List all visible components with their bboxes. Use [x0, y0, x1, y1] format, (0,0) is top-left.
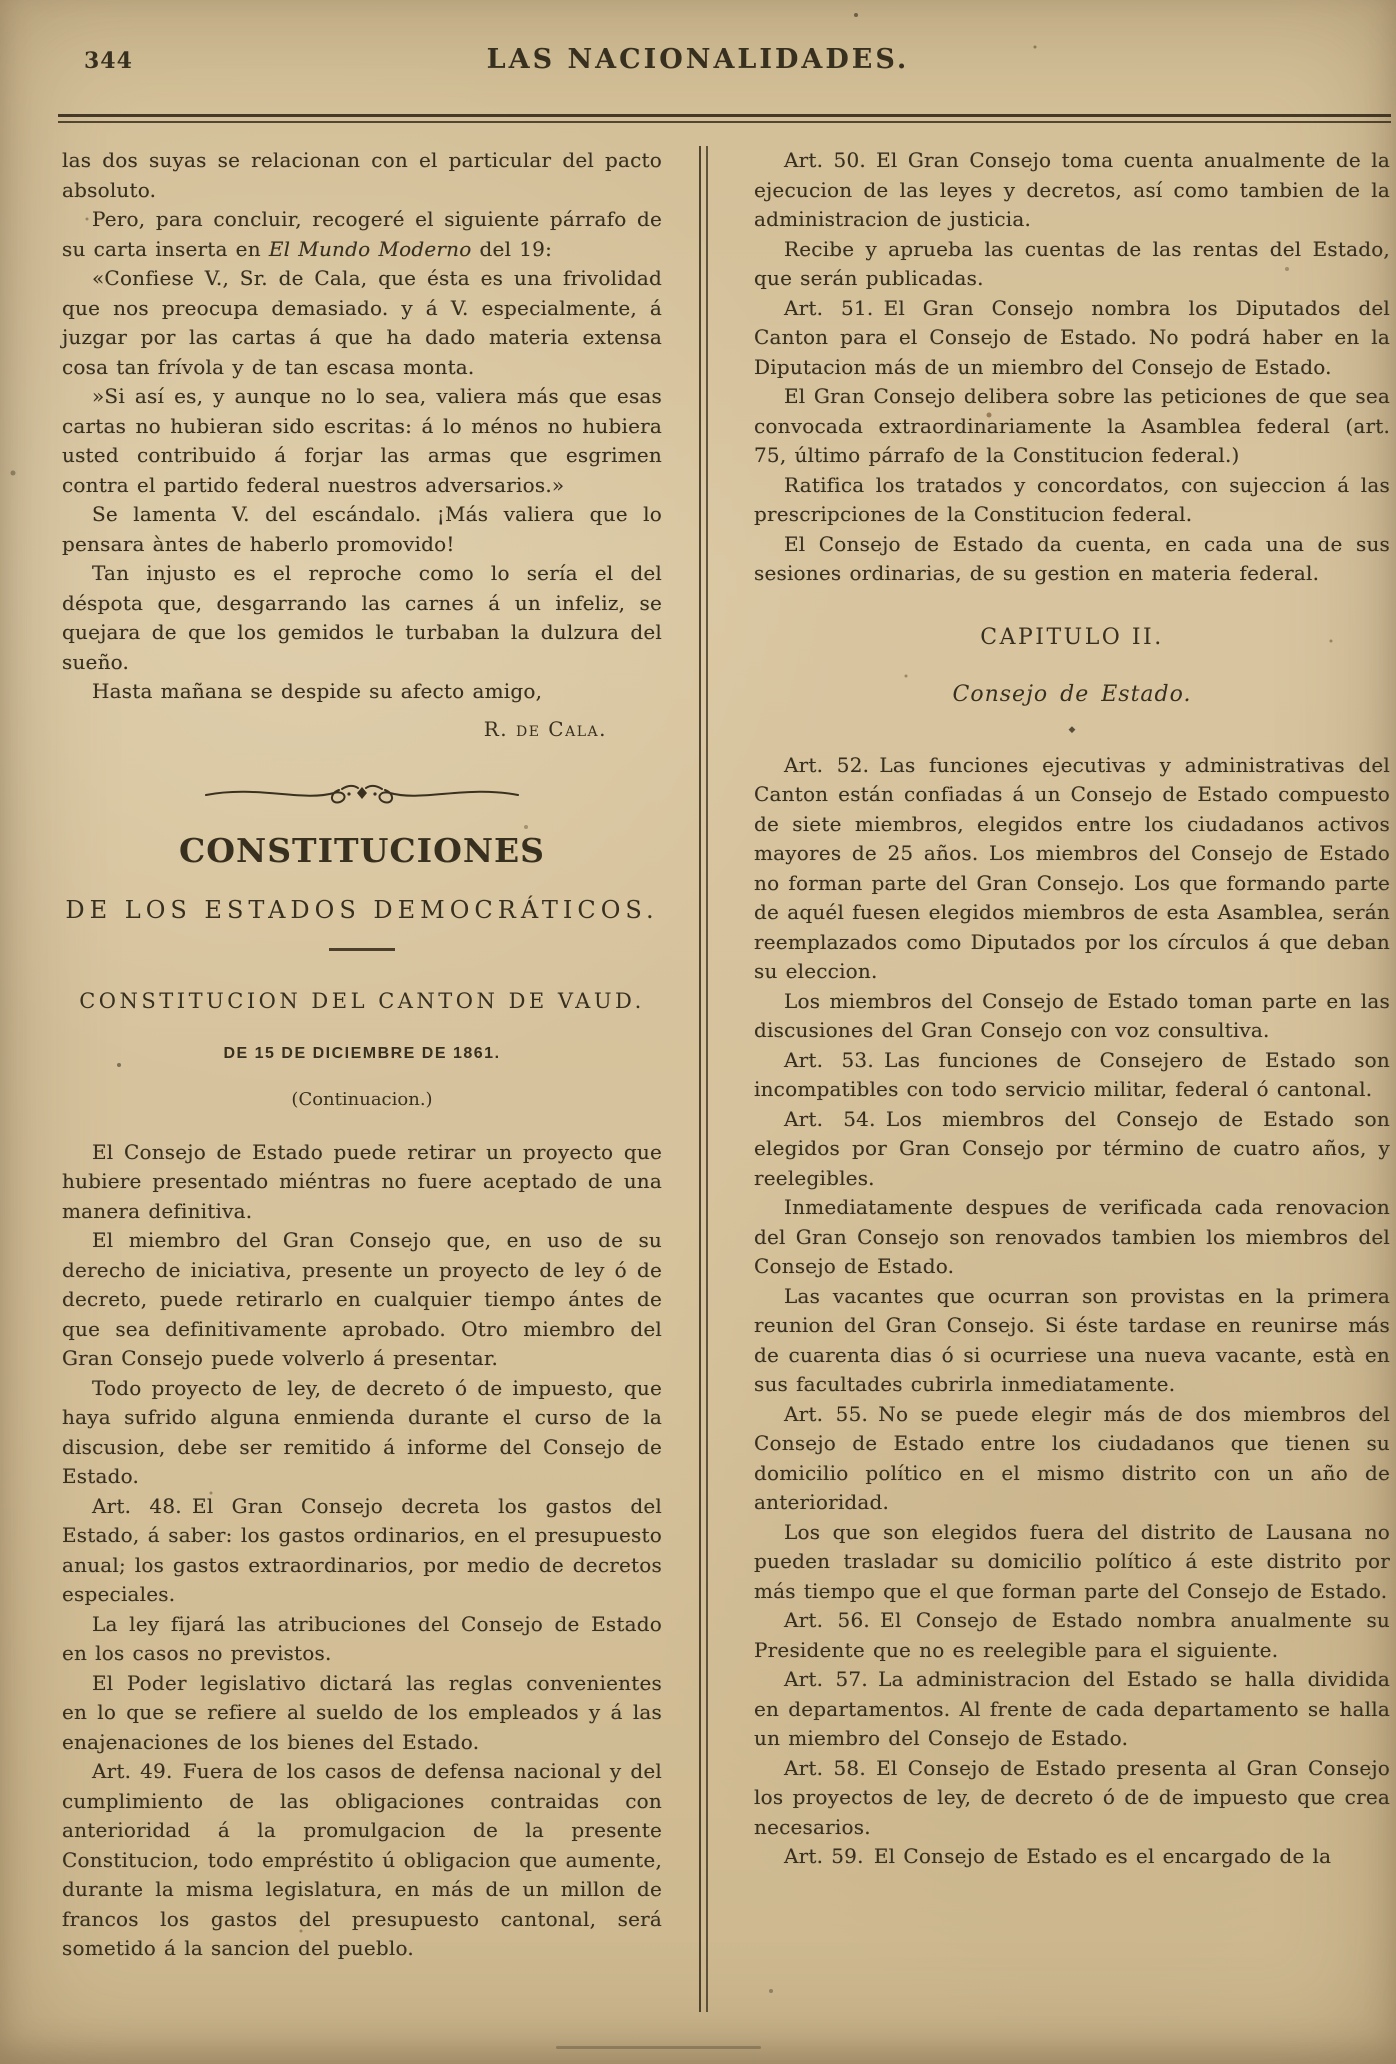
paragraph: Art. 56. El Consejo de Estado nombra anualmente su Presidente que no es reelegible para el siguiente.	[754, 1608, 1390, 1662]
paragraph: Art. 57. La administracion del Estado se halla dividida en departamentos. Al frente de cada departamento se halla un miembro del Consejo de Estado.	[754, 1667, 1390, 1750]
paragraph: Art. 55. No se puede elegir más de dos miembros del Consejo de Estado entre los ciudadanos que tienen su domicilio político en el mismo distrito con un año de anterioridad.	[754, 1401, 1390, 1514]
paragraph: Art. 48. El Gran Consejo decreta los gastos del Estado, á saber: los gastos ordinarios, en el presupuesto anual; los gastos extraordinarios, por medio de decretos especiales.	[62, 1493, 662, 1606]
paragraph: Tan injusto es el reproche como lo sería el del déspota que, desgarrando las carnes á un infeliz, se quejara de que los gemidos le turbaban la dulzura del sueño.	[62, 561, 662, 674]
paragraph: Los que son elegidos fuera del distrito de Lausana no pueden trasladar su domicilio político á este distrito por más tiempo que el que forman parte del Consejo de Estado.	[754, 1519, 1390, 1603]
paragraph: las dos suyas se relacionan con el particular del pacto absoluto.	[62, 148, 662, 202]
paragraph: El miembro del Gran Consejo que, en uso de su derecho de iniciativa, presente un proyecto de ley ó de decreto, puede retirarlo en cualquier tiempo ántes de que sea definitivamente aprobado. Otro miembro del Gran Consejo puede volverlo á presentar.	[62, 1228, 662, 1370]
bottom-edge-mark	[556, 2046, 761, 2049]
paragraph: Ratifica los tratados y concordatos, con sujeccion á las prescripciones de la Constitucion federal.	[754, 472, 1390, 526]
paragraph: Art. 58. El Consejo de Estado presenta al Gran Consejo los proyectos de ley, de decreto ó de de impuesto que crea necesarios.	[754, 1755, 1390, 1839]
chapter-subtitle: Consejo de Estado.	[952, 681, 1192, 707]
paragraph: La ley fijará las atribuciones del Consejo de Estado en los casos no previstos.	[62, 1611, 662, 1665]
flourish-ornament-icon	[202, 775, 522, 811]
page-number: 344	[84, 48, 133, 74]
continuation-note: (Continuacion.)	[291, 1088, 433, 1110]
paragraph: Inmediatamente despues de verificada cada renovacion del Gran Consejo son renovados tambien los miembros del Consejo de Estado.	[754, 1195, 1390, 1278]
header-double-rule	[58, 114, 1391, 123]
paragraph: «Confiese V., Sr. de Cala, que ésta es una frivolidad que nos preocupa demasiado. y á V. especialmente, á juzgar por las cartas á que ha dado materia extensa cosa tan frívola y de tan escasa monta.	[62, 266, 662, 379]
paragraph: Las vacantes que ocurran son provistas en la primera reunion del Gran Consejo. Si éste tardase en reunirse más de cuarenta dias ó si ocurriese una nueva vacante, està en sus facultades cubrirla inmediatamente.	[754, 1283, 1390, 1396]
diamond-ornament-icon: ◆	[1068, 724, 1076, 735]
two-column-text-area	[62, 146, 1390, 1964]
paragraph: Art. 54. Los miembros del Consejo de Estado son elegidos por Gran Consejo por término de cuatro años, y reelegibles.	[754, 1106, 1390, 1190]
masthead-title: LAS NACIONALIDADES.	[486, 44, 910, 75]
chapter-heading: CAPITULO II.	[980, 624, 1164, 650]
paragraph: Art. 59. El Consejo de Estado es el encargado de la	[784, 1844, 1332, 1868]
letter-body	[62, 146, 662, 707]
paragraph: Art. 52. Las funciones ejecutivas y administrativas del Canton están confiadas á un Consejo de Estado compuesto de siete miembros, elegidos entre los ciudadanos activos mayores de 25 años. Los miembros del Consejo de Estado no forman parte del Gran Consejo. Los que formando parte de aquél fuesen elegidos miembros de esta Asamblea, serán reemplazados como Diputados por los círculos á que deban su eleccion.	[754, 752, 1390, 983]
paragraph: El Poder legislativo dictará las reglas convenientes en lo que se refiere al sueldo de los empleados y á las enajenaciones de los bienes del Estado.	[62, 1670, 662, 1754]
constitution-body-right-bottom	[754, 751, 1390, 1872]
flourish-divider	[62, 775, 662, 815]
short-rule	[329, 948, 395, 951]
paragraph: Los miembros del Consejo de Estado toman parte en las discusiones del Gran Consejo con voz consultiva.	[754, 988, 1390, 1042]
section-title: CONSTITUCIONES	[179, 830, 545, 870]
paragraph: Hasta mañana se despide su afecto amigo,	[92, 679, 543, 703]
constitution-body-left	[62, 1138, 662, 1964]
right-column	[754, 146, 1390, 1964]
canton-heading: CONSTITUCION DEL CANTON DE VAUD.	[79, 988, 645, 1013]
constitution-body-right-top	[754, 146, 1390, 589]
paragraph: El Consejo de Estado da cuenta, en cada una de sus sesiones ordinarias, de su gestion en materia federal.	[754, 531, 1390, 585]
paragraph: Art. 50. El Gran Consejo toma cuenta anualmente de la ejecucion de las leyes y decretos, así como tambien de la administracion de justicia.	[754, 148, 1390, 231]
paragraph: Art. 51. El Gran Consejo nombra los Diputados del Canton para el Consejo de Estado. No podrá haber en la Diputacion más de un miembro del Consejo de Estado.	[754, 295, 1390, 379]
paragraph: Pero, para concluir, recogeré el siguiente párrafo de su carta inserta en El Mundo Moderno del 19:	[62, 207, 662, 261]
paragraph: Se lamenta V. del escándalo. ¡Más valiera que lo pensara àntes de haberlo promovido!	[62, 502, 662, 556]
letter-signature: R. de Cala.	[483, 716, 607, 741]
date-line: DE 15 DE DICIEMBRE DE 1861.	[223, 1044, 501, 1062]
paragraph: Art. 53. Las funciones de Consejero de Estado son incompatibles con todo servicio militar, federal ó cantonal.	[754, 1047, 1390, 1101]
paragraph: Todo proyecto de ley, de decreto ó de impuesto, que haya sufrido alguna enmienda durante el curso de la discusion, debe ser remitido á informe del Consejo de Estado.	[62, 1375, 662, 1488]
paragraph: Recibe y aprueba las cuentas de las rentas del Estado, que serán publicadas.	[754, 236, 1390, 290]
left-column	[62, 146, 662, 1964]
paragraph: El Consejo de Estado puede retirar un proyecto que hubiere presentado miéntras no fuere aceptado de una manera definitiva.	[62, 1139, 662, 1223]
section-subtitle: DE LOS ESTADOS DEMOCRÁTICOS.	[65, 895, 659, 924]
paragraph: »Si así es, y aunque no lo sea, valiera más que esas cartas no hubieran sido escritas: á lo ménos no hubiera usted contribuido á forjar las armas que esgrimen contra el partido federal nuestros adversarios.»	[62, 384, 662, 497]
paragraph: Art. 49. Fuera de los casos de defensa nacional y del cumplimiento de las obligaciones contraidas con anterioridad á la promulgacion de la presente Constitucion, todo empréstito ú obligacion que aumente, durante la misma legislatura, en más de un millon de francos los gastos del presupuesto cantonal, será sometido á la sancion del pueblo.	[62, 1759, 662, 1960]
paper-specks	[0, 0, 2, 2]
paragraph: El Gran Consejo delibera sobre las peticiones de que sea convocada extraordinariamente la Asamblea federal (art. 75, último párrafo de la Constitucion federal.)	[754, 384, 1390, 467]
